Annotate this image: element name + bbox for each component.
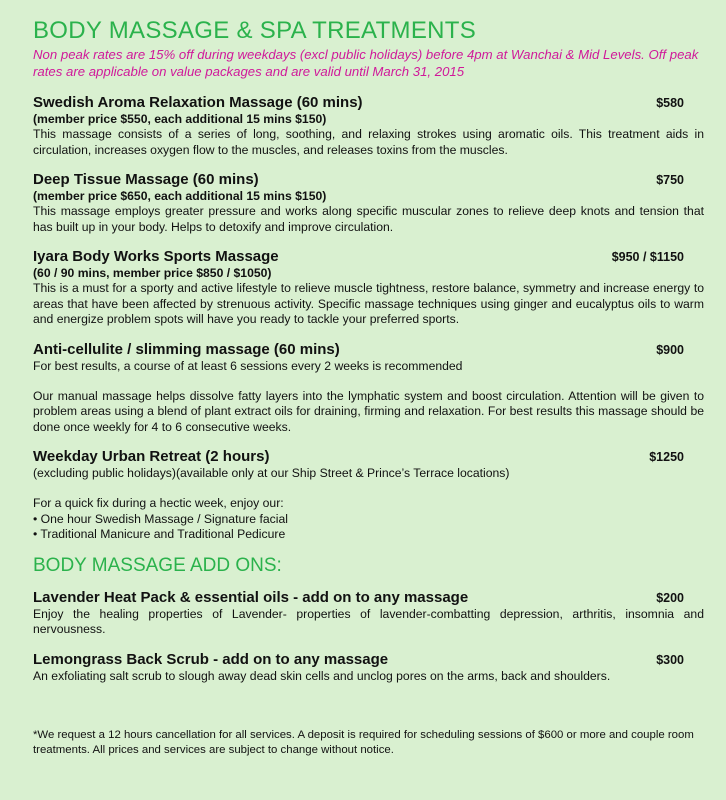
treatment-header — [33, 171, 704, 189]
treatment-name: Deep Tissue Massage (60 mins) — [33, 171, 259, 188]
treatment-description: For a quick fix during a hectic week, enjoy our: — [33, 496, 284, 510]
treatment-sports-massage — [33, 248, 704, 328]
treatment-header — [33, 248, 704, 266]
addon-description: Enjoy the healing properties of Lavender- properties of lavender-combatting depression, arthritis, insomnia and nervousness. — [33, 606, 704, 636]
treatment-header — [33, 448, 704, 466]
treatment-price: $950 / $1150 — [611, 250, 684, 264]
treatment-member-price: (member price $550, each additional 15 mins $150) — [33, 112, 327, 126]
treatment-header — [33, 341, 704, 359]
off-peak-note: Non peak rates are 15% off during weekdays (excl public holidays) before 4pm at Wanchai & Mid Levels. Off peak rates are applicable on value packages and are valid until March 31, 2015 — [33, 47, 699, 79]
addon-header — [33, 651, 704, 669]
treatment-header — [33, 94, 704, 112]
addon-lemongrass — [33, 651, 704, 685]
addon-name: Lavender Heat Pack & essential oils - add on to any massage — [33, 588, 469, 606]
treatment-description: Our manual massage helps dissolve fatty layers into the lymphatic system and boost circulation. Attention will be given to problem areas using a blend of plant extract oils for draining, firming and relaxation. For best results this massage should be done once weekly for 4 to 6 consecutive weeks. — [33, 388, 704, 434]
page-title: BODY MASSAGE & SPA TREATMENTS — [33, 17, 477, 44]
addon-description: An exfoliating salt scrub to slough away dead skin cells and unclog pores on the arms, back and shoulders. — [33, 668, 611, 683]
addon-name: Lemongrass Back Scrub - add on to any massage — [33, 650, 389, 668]
treatment-name: Iyara Body Works Sports Massage — [33, 248, 279, 265]
treatment-description: This is a must for a sporty and active lifestyle to relieve muscle tightness, restore balance, symmetry and increase energy to areas that have been affected by strenuous activity. Specific massage techniques using ginger and eucalyptus oils to warm and energize problem spots will have you ready to tackle your preferred sports. — [33, 281, 704, 326]
treatment-name: Anti-cellulite / slimming massage (60 mins) — [33, 340, 340, 358]
treatment-member-price: (member price $650, each additional 15 mins $150) — [33, 189, 327, 203]
treatment-anti-cellulite — [33, 341, 704, 436]
list-item: • Traditional Manicure and Traditional Pedicure — [33, 527, 286, 541]
treatment-recommendation: For best results, a course of at least 6 sessions every 2 weeks is recommended — [33, 358, 463, 373]
treatment-swedish — [33, 94, 704, 158]
treatment-deep-tissue — [33, 171, 704, 235]
treatment-description: This massage consists of a series of long, soothing, and relaxing strokes using aromatic oils. This treatment aids in circulation, increases oxygen flow to the muscles, and releases toxins from the muscles. — [33, 127, 704, 157]
addon-price: $200 — [656, 590, 684, 605]
addon-lavender — [33, 589, 704, 638]
treatment-price: $580 — [656, 96, 684, 110]
treatment-name: Swedish Aroma Relaxation Massage (60 mins) — [33, 94, 363, 111]
treatment-member-price: (60 / 90 mins, member price $850 / $1050) — [33, 266, 272, 280]
treatment-availability: (excluding public holidays)(available only at our Ship Street & Prince’s Terrace locations) — [33, 466, 510, 480]
treatment-urban-retreat — [33, 448, 704, 543]
treatment-price: $1250 — [649, 450, 684, 464]
retreat-options-list — [33, 512, 704, 543]
treatment-price: $900 — [656, 342, 684, 357]
addon-header — [33, 589, 704, 607]
list-item: • One hour Swedish Massage / Signature facial — [33, 511, 288, 526]
treatment-price: $750 — [656, 173, 684, 187]
cancellation-footnote: *We request a 12 hours cancellation for all services. A deposit is required for scheduling sessions of $600 or more and couple room treatments. All prices and services are subject to change without notice. — [33, 729, 694, 756]
addon-price: $300 — [656, 652, 684, 667]
treatment-name: Weekday Urban Retreat (2 hours) — [33, 448, 270, 465]
treatment-description: This massage employs greater pressure and works along specific muscular zones to relieve deep knots and tension that has built up in your body. Helps to detoxify and improve circulation. — [33, 204, 704, 234]
addons-title: BODY MASSAGE ADD ONS: — [33, 554, 282, 576]
